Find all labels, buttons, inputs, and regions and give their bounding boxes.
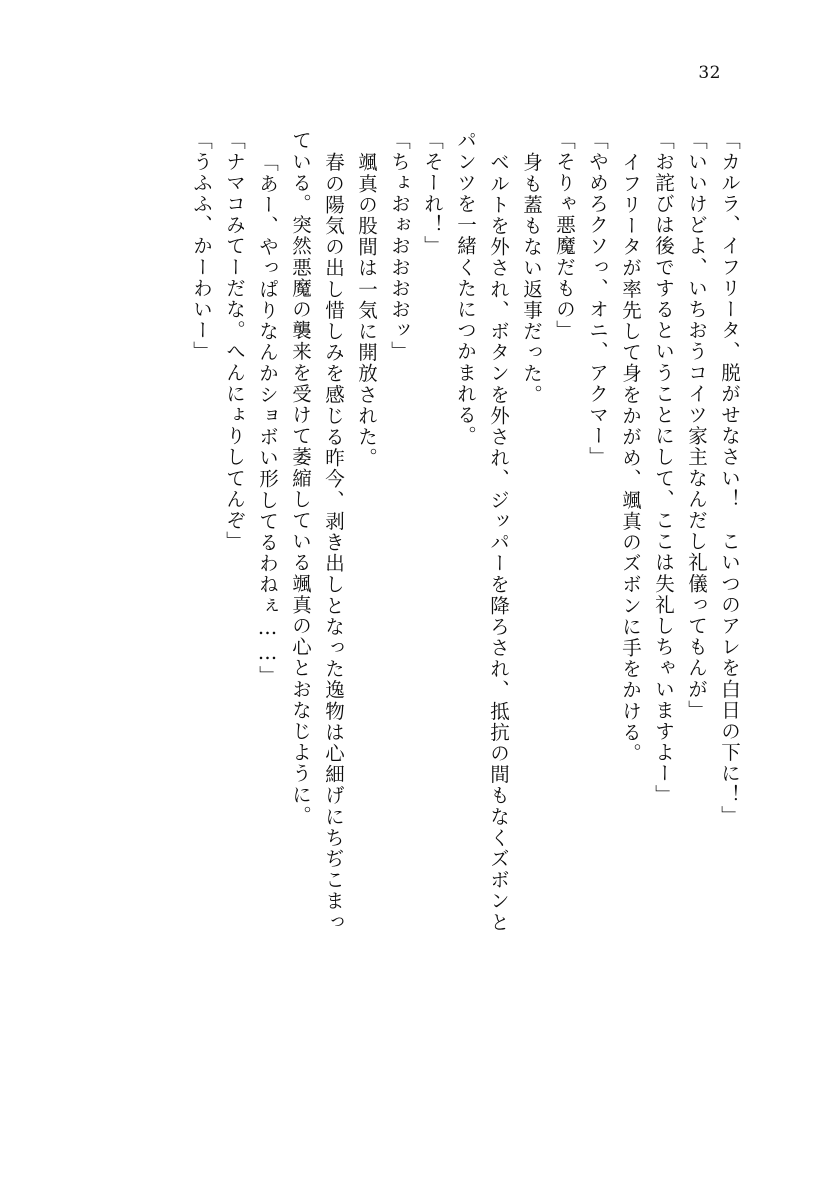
text-line: 「カルラ、イフリータ、脱がせなさい！ こいつのアレを白日の下に！」 (718, 130, 741, 827)
text-line: 「そりゃ悪魔だもの」 (553, 130, 576, 341)
text-line: パンツを一緒くたにつかまれる。 (454, 130, 477, 447)
vertical-text-body (88, 130, 739, 1090)
text-line: 「ナマコみてーだな。へんにょりしてんぞ」 (223, 130, 246, 552)
text-line: 「うふふ、かーわいー」 (190, 130, 213, 363)
text-line: 「あー、やっぱりなんかショボい形してるわねぇ……」 (256, 152, 279, 687)
page-number: 32 (698, 63, 721, 83)
text-line: 「そーれ！」 (421, 130, 444, 257)
text-line: 身も蓋もない返事だった。 (520, 152, 543, 406)
text-line: ベルトを外され、ボタンを外され、ジッパーを降ろされ、抵抗の間もなくズボンと (487, 152, 510, 933)
text-line: 春の陽気の出し惜しみを感じる昨今、剥き出しとなった逸物は心細げにちぢこまっ (322, 152, 345, 933)
text-line: 「お詫びは後でするということにして、ここは失礼しちゃいますよー」 (652, 130, 675, 806)
text-line: 「ちょおぉおおおおッ」 (388, 130, 411, 363)
text-line: 「やめろクソっ、オニ、アクマー」 (586, 130, 609, 468)
text-line: ている。突然悪魔の襲来を受けて萎縮している颯真の心とおなじように。 (289, 130, 312, 827)
text-line: 颯真の股間は一気に開放された。 (355, 152, 378, 469)
text-line: イフリータが率先して身をかがめ、颯真のズボンに手をかける。 (619, 152, 642, 764)
text-line: 「いいけどよ、いちおうコイツ家主なんだし礼儀ってもんが」 (685, 130, 708, 721)
